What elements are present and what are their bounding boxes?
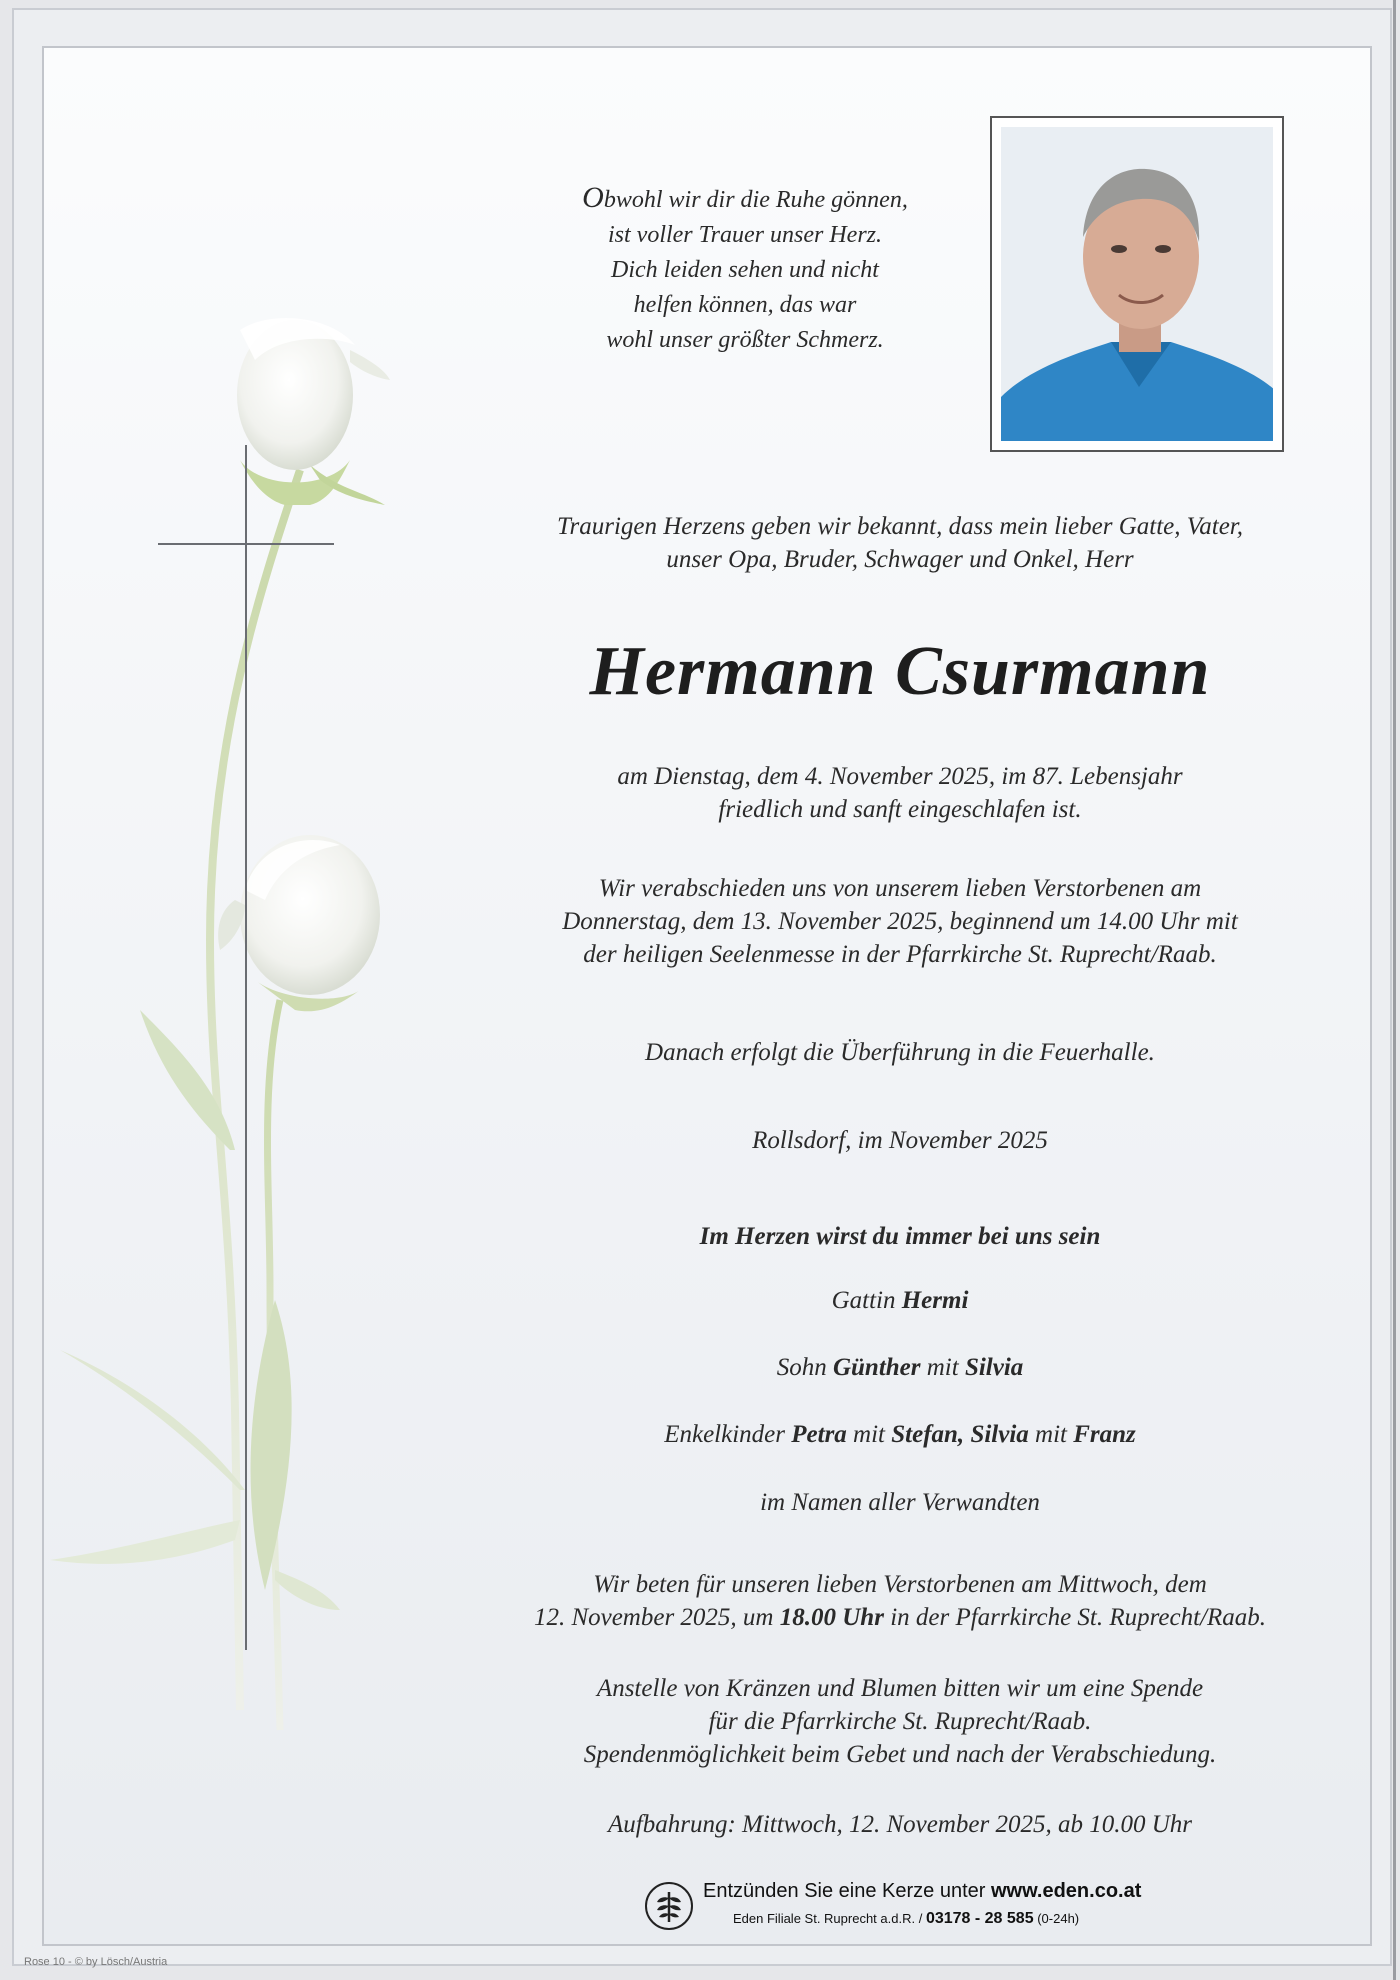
grandchild-1-partner: Stefan, [891,1421,965,1448]
donation-line-1: Anstelle von Kränzen und Blumen bitten wir um eine Spende [596,1675,1204,1702]
prayer-line-2b: in der Pfarrkirche St. Ruprecht/Raab. [890,1604,1267,1631]
donation-line-2: für die Pfarrkirche St. Ruprecht/Raab. [708,1708,1092,1735]
farewell-notice [440,872,1360,971]
place-date: Rollsdorf, im November 2025 [752,1127,1048,1154]
poem-line-3: Dich leiden sehen und nicht [611,257,879,283]
eden-hours: (0-24h) [1037,1911,1080,1926]
prayer-line-1: Wir beten für unseren lieben Verstorbenen am Mittwoch, dem [593,1571,1207,1598]
relatives-line: im Namen aller Verwandten [760,1489,1040,1516]
grandchild-1: Petra [791,1421,847,1448]
prayer-line-2a: 12. November 2025, um [533,1604,774,1631]
eden-logo-icon [645,1882,693,1930]
poem-initial: O [582,181,604,214]
family-grandchildren [440,1418,1360,1451]
eden-footer [645,1880,1165,1936]
portrait-illustration [1001,127,1273,441]
family-son [440,1351,1360,1384]
poem-line-5: wohl unser größter Schmerz. [606,327,884,353]
page-edge [1393,0,1396,1980]
prayer-notice [440,1568,1360,1634]
grandchild-1-with: mit [853,1421,885,1448]
eden-branch-label: Eden Filiale St. Ruprecht a.d.R. / [733,1911,923,1926]
eden-phone: 03178 - 28 585 [925,1910,1034,1927]
farewell-line-1: Wir verabschieden uns von unserem lieben Verstorbenen am [598,875,1202,902]
grandchild-2-with: mit [1035,1421,1067,1448]
white-roses-illustration [40,290,400,1770]
intro-line-2: unser Opa, Bruder, Schwager und Onkel, Herr [666,546,1134,573]
death-line-2: friedlich und sanft eingeschlafen ist. [718,796,1082,823]
eden-branch-text [733,1910,1079,1928]
son-name: Günther [832,1354,921,1381]
grandchildren-label: Enkelkinder [664,1421,785,1448]
grandchild-2: Silvia [970,1421,1029,1448]
portrait-photo [990,116,1284,452]
wife-name: Hermi [901,1287,969,1314]
intro-text [440,510,1360,576]
grandchild-2-partner: Franz [1073,1421,1136,1448]
viewing-notice: Aufbahrung: Mittwoch, 12. November 2025, ab 10.00 Uhr [608,1811,1192,1838]
death-notice [440,760,1360,826]
deceased-name: Hermann Csurmann [589,633,1211,710]
farewell-line-3: der heiligen Seelenmesse in der Pfarrkirche St. Ruprecht/Raab. [583,941,1217,968]
wife-label: Gattin [831,1287,896,1314]
son-with: mit [926,1354,959,1381]
son-label: Sohn [776,1354,827,1381]
donation-notice [440,1672,1360,1771]
family-wife [440,1284,1360,1317]
cross-horizontal [158,543,334,545]
copyright-note: Rose 10 - © by Lösch/Austria [24,1956,168,1968]
intro-line-1: Traurigen Herzens geben wir bekannt, dass mein lieber Gatte, Vater, [556,513,1244,540]
eden-candle-label: Entzünden Sie eine Kerze unter [703,1880,986,1902]
memorial-line: Im Herzen wirst du immer bei uns sein [699,1223,1101,1250]
poem-line-1: bwohl wir dir die Ruhe gönnen, [603,187,908,213]
cross-vertical [245,445,247,1650]
farewell-line-2: Donnerstag, dem 13. November 2025, beginnend um 14.00 Uhr mit [562,908,1238,935]
poem-line-2: ist voller Trauer unser Herz. [607,222,882,248]
poem [505,180,985,358]
donation-line-3: Spendenmöglichkeit beim Gebet und nach der Verabschiedung. [583,1741,1217,1768]
son-partner: Silvia [964,1354,1024,1381]
eden-candle-text [703,1880,1141,1903]
death-line-1: am Dienstag, dem 4. November 2025, im 87. Lebensjahr [617,763,1183,790]
poem-line-4: helfen können, das war [633,292,857,318]
eden-url-link[interactable]: www.eden.co.at [990,1880,1142,1902]
prayer-time: 18.00 Uhr [779,1604,884,1631]
transfer-notice: Danach erfolgt die Überführung in die Feuerhalle. [645,1039,1155,1066]
